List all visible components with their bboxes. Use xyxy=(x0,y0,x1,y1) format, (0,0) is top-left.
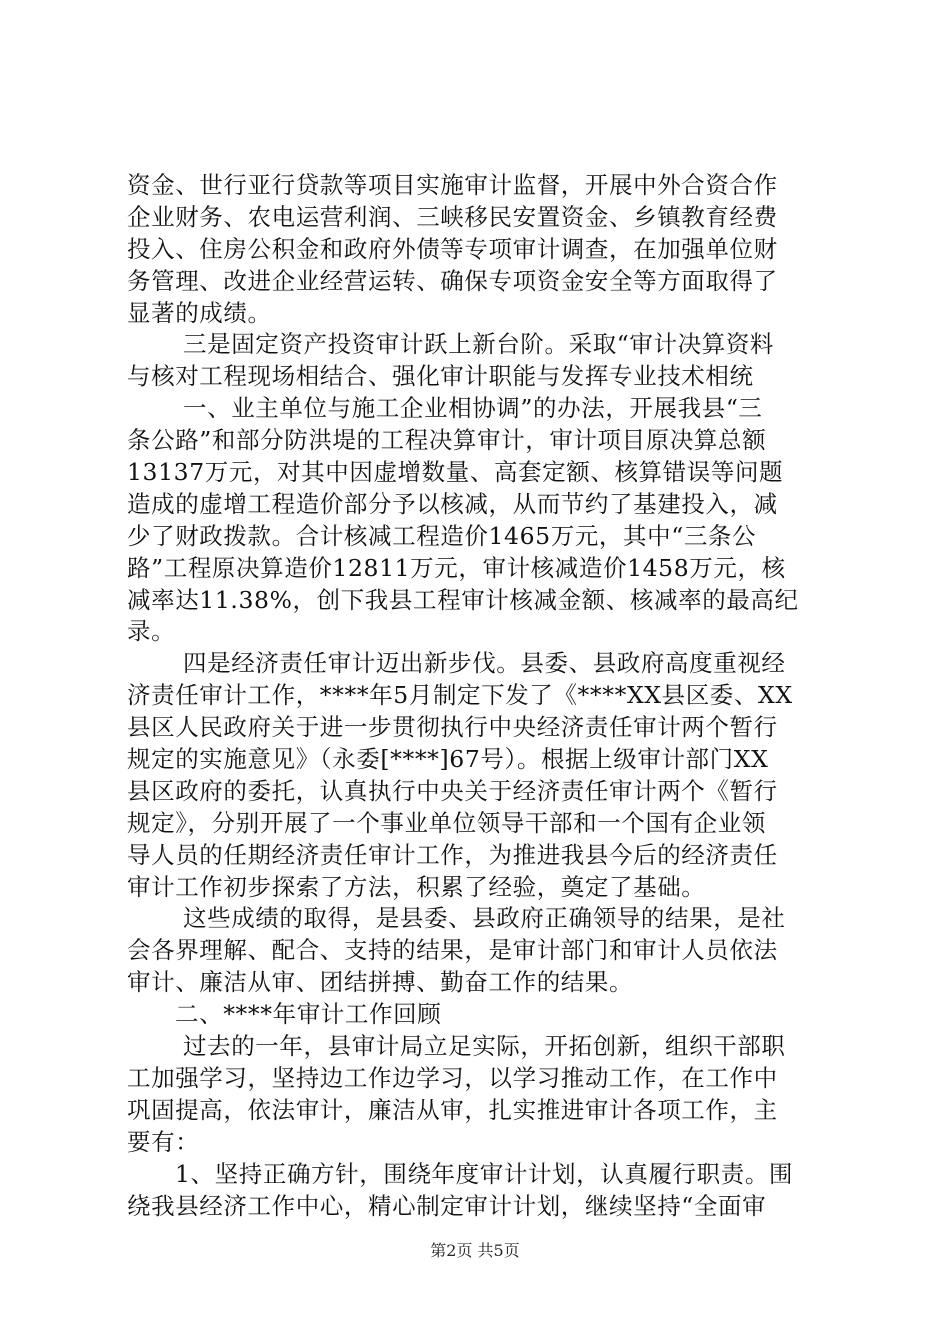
text-line: 减率达11.38%，创下我县工程审计核减金额、核减率的最高纪 xyxy=(127,585,799,614)
text-line: 绕我县经济工作中心，精心制定审计计划，继续坚持“全面审 xyxy=(127,1191,767,1220)
text-line: 条公路”和部分防洪堤的工程决算审计，审计项目原决算总额 xyxy=(127,426,767,455)
text-line: 造成的虚增工程造价部分予以核减，从而节约了基建投入，减 xyxy=(127,489,778,518)
text-line: 规定》，分别开展了一个事业单位领导干部和一个国有企业领 xyxy=(127,808,766,837)
text-line: 录。 xyxy=(127,617,176,646)
text-line: 会各界理解、配合、支持的结果，是审计部门和审计人员依法 xyxy=(127,936,778,965)
numbered-paragraph-line: 1、坚持正确方针，围绕年度审计计划，认真履行职责。围 xyxy=(175,1159,794,1188)
text-line: 县区政府的委托，认真执行中央关于经济责任审计两个《暂行 xyxy=(127,776,778,805)
text-line: 要有： xyxy=(127,1127,200,1156)
text-line: 少了财政拨款。合计核减工程造价1465万元，其中“三条公 xyxy=(127,521,757,550)
text-line: 投入、住房公积金和政府外债等专项审计调查，在加强单位财 xyxy=(127,234,778,263)
text-line: 规定的实施意见》（永委[****]67号）。根据上级审计部门XX xyxy=(127,745,769,774)
paragraph-start-line: 过去的一年，县审计局立足实际，开拓创新，组织干部职 xyxy=(183,1032,786,1061)
text-line: 县区人民政府关于进一步贯彻执行中央经济责任审计两个暂行 xyxy=(127,713,778,742)
text-line: 巩固提高，依法审计，廉洁从审，扎实推进审计各项工作，主 xyxy=(127,1095,778,1124)
text-line: 工加强学习，坚持边工作边学习，以学习推动工作，在工作中 xyxy=(127,1063,778,1092)
text-line: 导人员的任期经济责任审计工作，为推进我县今后的经济责任 xyxy=(127,840,778,869)
text-line: 路”工程原决算造价12811万元，审计核减造价1458万元，核 xyxy=(127,553,786,582)
text-line: 与核对工程现场相结合、强化审计职能与发挥专业技术相统 xyxy=(127,362,754,391)
paragraph-start-line: 四是经济责任审计迈出新步伐。县委、县政府高度重视经 xyxy=(183,649,786,678)
text-line: 资金、世行亚行贷款等项目实施审计监督，开展中外合资合作 xyxy=(127,171,778,199)
paragraph-start-line: 这些成绩的取得，是县委、县政府正确领导的结果，是社 xyxy=(183,904,786,933)
document-body xyxy=(127,170,842,1222)
text-line: 13137万元，对其中因虚增数量、高套定额、核算错误等问题 xyxy=(127,458,784,487)
section-heading: 二、****年审计工作回顾 xyxy=(175,1000,442,1029)
text-line: 务管理、改进企业经营运转、确保专项资金安全等方面取得了 xyxy=(127,266,778,295)
text-line: 企业财务、农电运营利润、三峡移民安置资金、乡镇教育经费 xyxy=(127,202,778,231)
text-line: 审计、廉洁从审、团结拼搏、勤奋工作的结果。 xyxy=(127,968,634,997)
paragraph-start-line: 一、业主单位与施工企业相协调”的办法，开展我县“三 xyxy=(183,394,763,423)
text-line: 济责任审计工作，****年5月制定下发了《****XX县区委、XX xyxy=(127,681,793,710)
text-line: 审计工作初步探索了方法，积累了经验，奠定了基础。 xyxy=(127,872,706,901)
paragraph-start-line: 三是固定资产投资审计跃上新台阶。采取“审计决算资料 xyxy=(183,330,775,359)
text-line: 显著的成绩。 xyxy=(127,298,272,327)
page-number-footer: 第2页 共5页 xyxy=(430,1241,520,1260)
